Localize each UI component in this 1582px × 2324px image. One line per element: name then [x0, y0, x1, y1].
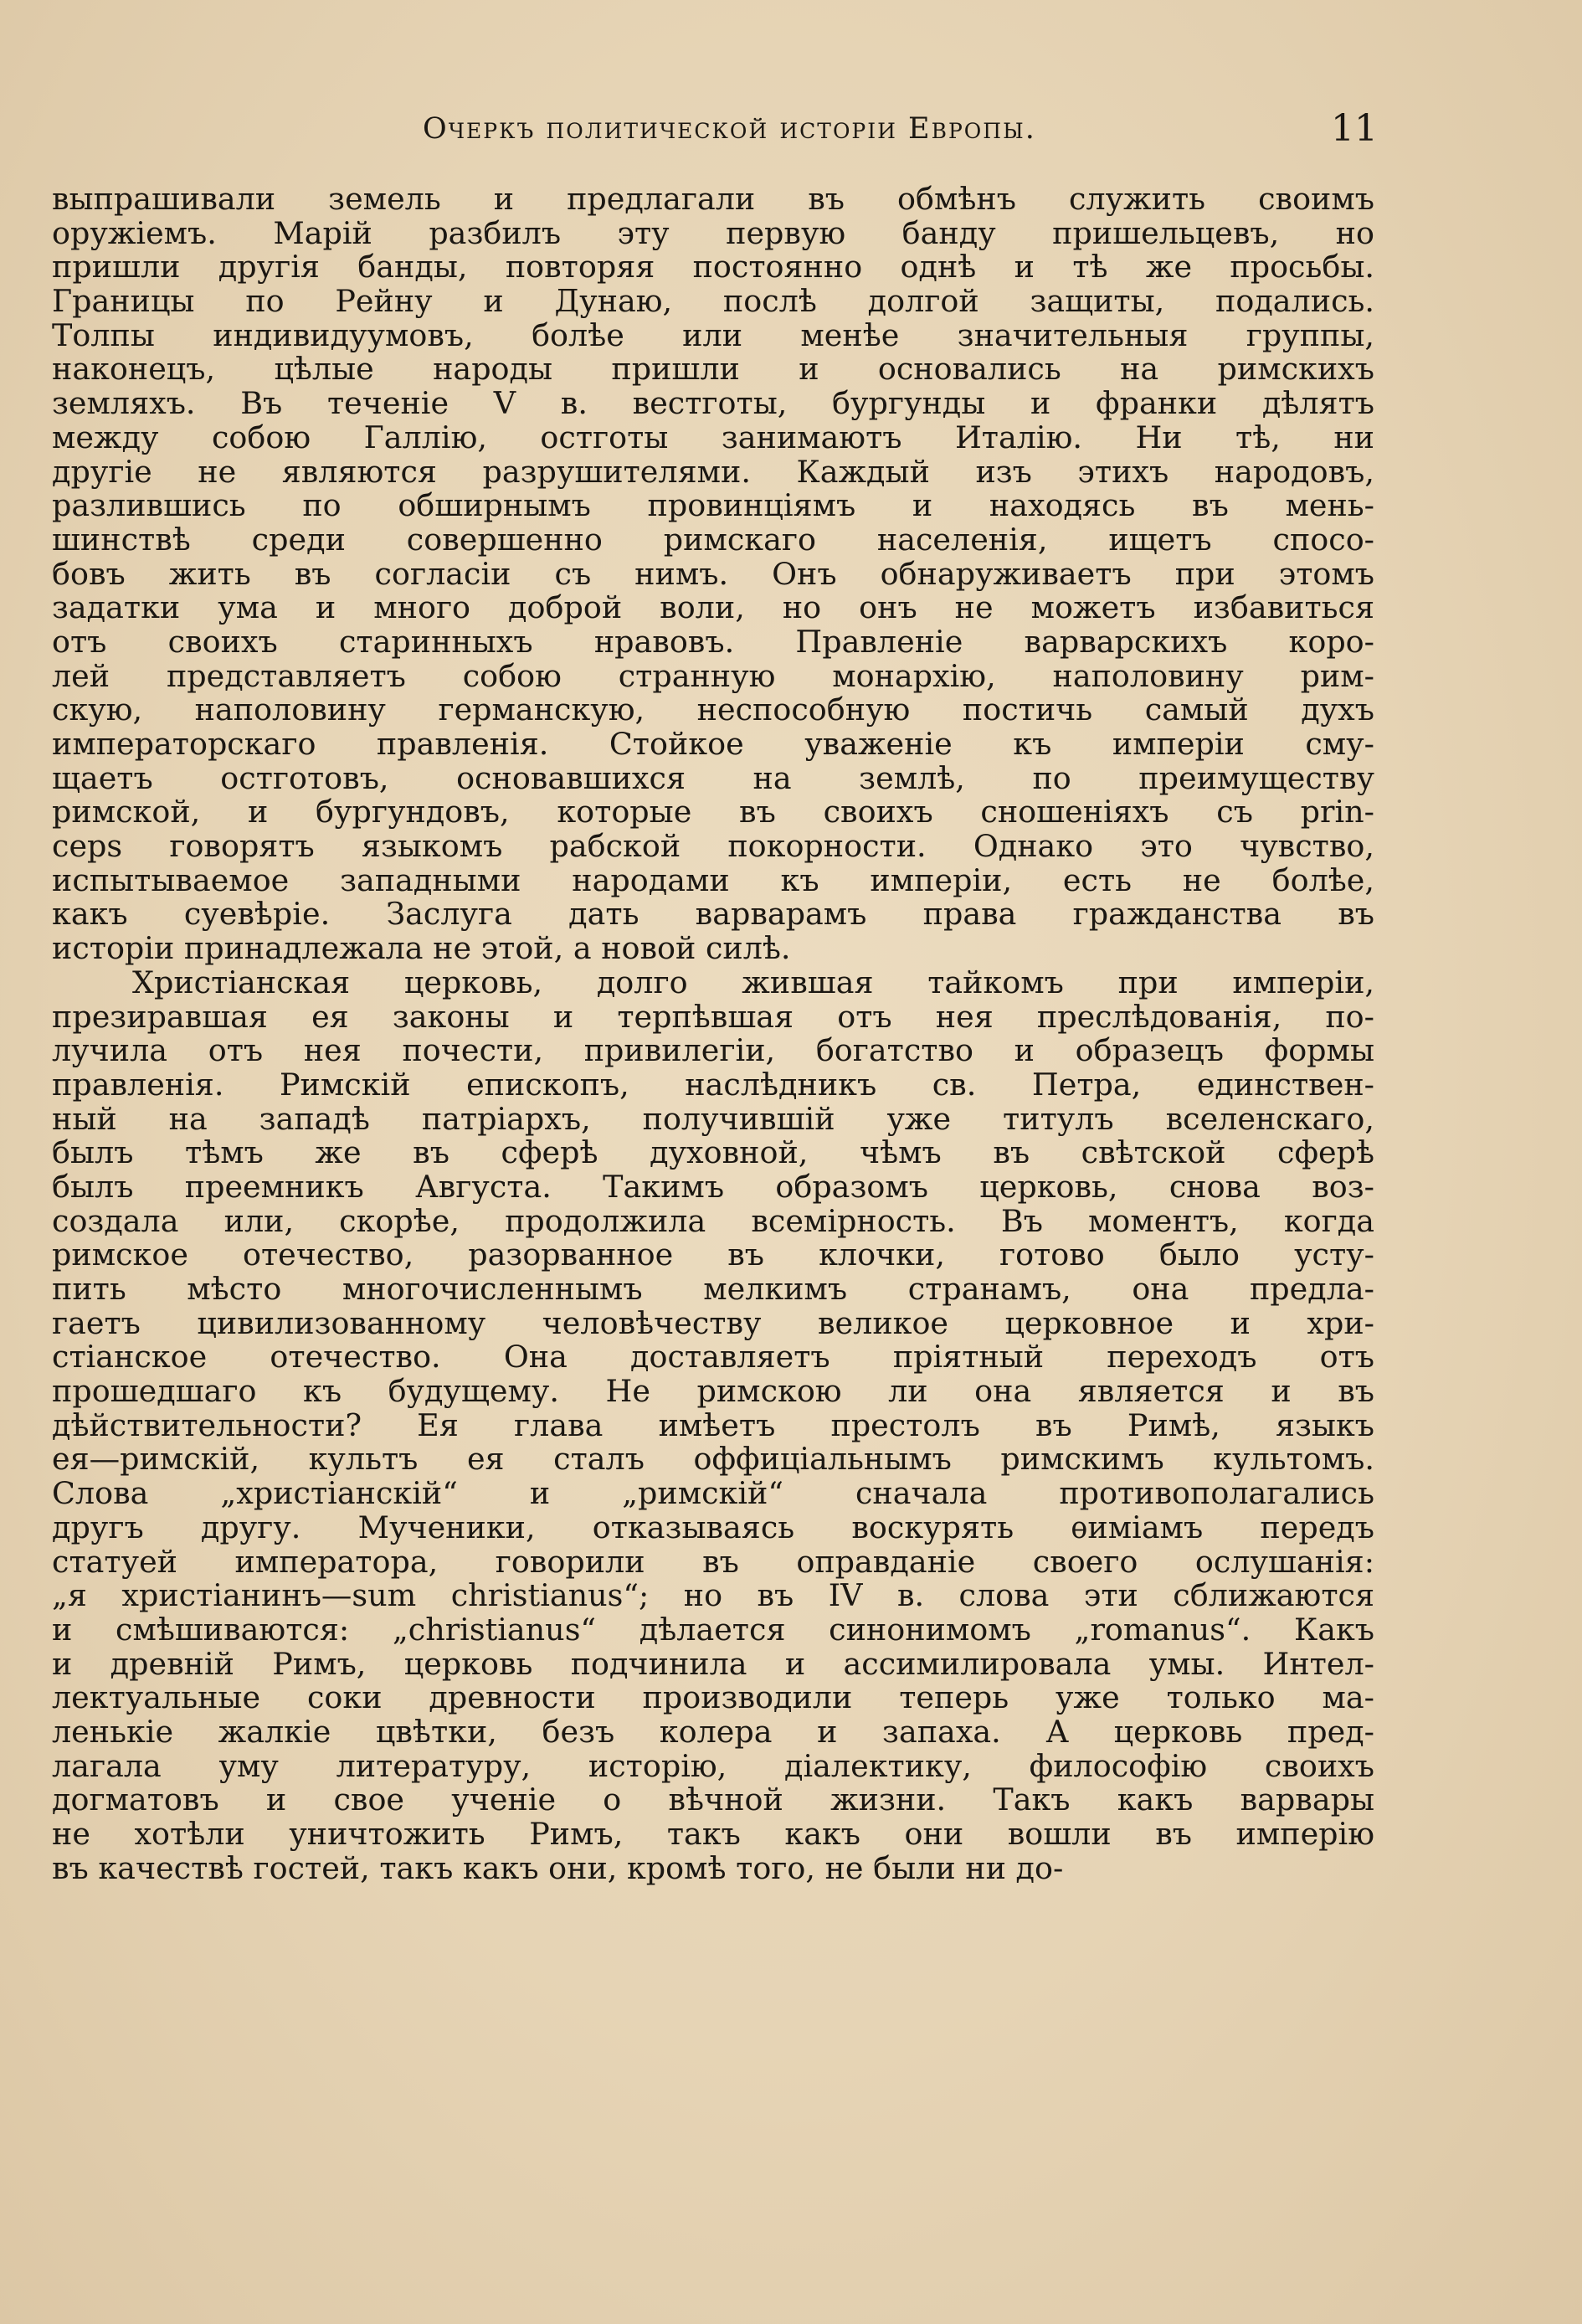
- text-line: выпрашивали земель и предлагали въ обмѣнъ служить своимъ: [52, 181, 1374, 217]
- paragraph: [52, 183, 1374, 966]
- text-line: ленькiе жалкiе цвѣтки, безъ колера и запаха. А церковь пред-: [52, 1713, 1374, 1750]
- text-line: задатки ума и много доброй воли, но онъ не можетъ избавиться: [52, 589, 1374, 626]
- text-line: стiанское отечество. Она доставляетъ прiятный переходъ отъ: [52, 1339, 1374, 1375]
- text-line: былъ преемникъ Августа. Такимъ образомъ церковь, снова воз-: [52, 1168, 1374, 1205]
- text-line: римское отечество, разорванное въ клочки, готово было усту-: [52, 1237, 1374, 1273]
- text-line: статуей императора, говорили въ оправданiе своего ослушанiя:: [52, 1543, 1374, 1580]
- paragraph: [52, 966, 1374, 1886]
- text-line: презиравшая ея законы и терпѣвшая отъ нея преслѣдованiя, по-: [52, 998, 1374, 1035]
- text-line: другiе не являются разрушителями. Каждый изъ этихъ народовъ,: [52, 453, 1374, 490]
- text-line: щаетъ остготовъ, основавшихся на землѣ, по преимуществу: [52, 759, 1374, 796]
- text-line: гаетъ цивилизованному человѣчеству великое церковное и хри-: [52, 1304, 1374, 1341]
- running-title: Очеркъ политической исторiи Европы.: [423, 112, 1036, 146]
- text-line: ceps говорятъ языкомъ рабской покорности. Однако это чувство,: [52, 828, 1374, 865]
- text-line: Толпы индивидуумовъ, болѣе или менѣе значительныя группы,: [52, 316, 1374, 353]
- text-line: правленiя. Римскiй епископъ, наслѣдникъ св. Петра, единствен-: [52, 1066, 1374, 1103]
- text-line: дѣйствительности? Ея глава имѣетъ престолъ въ Римѣ, языкъ: [52, 1406, 1374, 1443]
- text-line: ный на западѣ патрiархъ, получившiй уже титулъ вселенскаго,: [52, 1100, 1374, 1137]
- text-line: испытываемое западными народами къ имперiи, есть не болѣе,: [52, 861, 1374, 898]
- text-line: лагала уму литературу, исторiю, дiалектику, философiю своихъ: [52, 1747, 1374, 1784]
- text-line: и древнiй Римъ, церковь подчинила и ассимилировала умы. Интел-: [52, 1645, 1374, 1682]
- text-line: и смѣшиваются: „christianus“ дѣлается синонимомъ „romanus“. Какъ: [52, 1611, 1374, 1648]
- page-number: 11: [1331, 107, 1378, 150]
- text-line: разлившись по обширнымъ провинцiямъ и находясь въ мень-: [52, 487, 1374, 524]
- text-line: лей представляетъ собою странную монархiю, наполовину рим-: [52, 657, 1374, 694]
- running-header: [0, 107, 1582, 157]
- text-line: шинствѣ среди совершенно римскаго населенiя, ищетъ спосо-: [52, 521, 1374, 558]
- text-line: Христiанская церковь, долго жившая тайкомъ при имперiи,: [132, 964, 1374, 1000]
- text-line: „я христiанинъ—sum christianus“; но въ IV в. слова эти сближаются: [52, 1577, 1374, 1614]
- text-line: какъ суевѣрiе. Заслуга дать варварамъ права гражданства въ: [52, 896, 1374, 933]
- text-line: скую, наполовину германскую, неспособную постичь самый духъ: [52, 692, 1374, 728]
- text-line: отъ своихъ старинныхъ нравовъ. Правленiе варварскихъ коро-: [52, 623, 1374, 660]
- body-text: [52, 183, 1374, 1885]
- text-line: римской, и бургундовъ, которые въ своихъ сношенiяхъ съ prin-: [52, 794, 1374, 830]
- text-line: бовъ жить въ согласiи съ нимъ. Онъ обнаруживаетъ при этомъ: [52, 555, 1374, 592]
- text-line: Границы по Рейну и Дунаю, послѣ долгой защиты, подались.: [52, 283, 1374, 320]
- text-line: земляхъ. Въ теченiе V в. вестготы, бургунды и франки дѣлятъ: [52, 385, 1374, 422]
- text-line: между собою Галлiю, остготы занимаютъ Италiю. Ни тѣ, ни: [52, 419, 1374, 455]
- text-line: другъ другу. Мученики, отказываясь воскурять ѳимiамъ передъ: [52, 1509, 1374, 1545]
- text-line: ея—римскiй, культъ ея сталъ оффицiальнымъ римскимъ культомъ.: [52, 1441, 1374, 1478]
- text-line: прошедшаго къ будущему. Не римскою ли она является и въ: [52, 1373, 1374, 1410]
- text-line: пришли другiя банды, повторяя постоянно однѣ и тѣ же просьбы.: [52, 249, 1374, 285]
- text-line: исторiи принадлежала не этой, а новой силѣ.: [52, 930, 791, 967]
- text-line: наконецъ, цѣлые народы пришли и основались на римскихъ: [52, 351, 1374, 388]
- text-line: Слова „христiанскiй“ и „римскiй“ сначала противополагались: [52, 1475, 1374, 1512]
- text-line: создала или, скорѣе, продолжила всемiрность. Въ моментъ, когда: [52, 1202, 1374, 1239]
- text-line: догматовъ и свое ученiе о вѣчной жизни. Такъ какъ варвары: [52, 1782, 1374, 1818]
- text-line: императорскаго правленiя. Стойкое уваженiе къ имперiи сму-: [52, 726, 1374, 762]
- text-line: не хотѣли уничтожить Римъ, такъ какъ они вошли въ имперiю: [52, 1816, 1374, 1852]
- text-line: пить мѣсто многочисленнымъ мелкимъ странамъ, она предла-: [52, 1271, 1374, 1307]
- text-line: былъ тѣмъ же въ сферѣ духовной, чѣмъ въ свѣтской сферѣ: [52, 1134, 1374, 1171]
- text-line: въ качествѣ гостей, такъ какъ они, кромѣ того, не были ни до-: [52, 1849, 1064, 1886]
- text-line: лектуальные соки древности производили теперь уже только ма-: [52, 1679, 1374, 1716]
- text-line: лучила отъ нея почести, привилегiи, богатство и образецъ формы: [52, 1032, 1374, 1069]
- text-line: оружiемъ. Марiй разбилъ эту первую банду пришельцевъ, но: [52, 214, 1374, 251]
